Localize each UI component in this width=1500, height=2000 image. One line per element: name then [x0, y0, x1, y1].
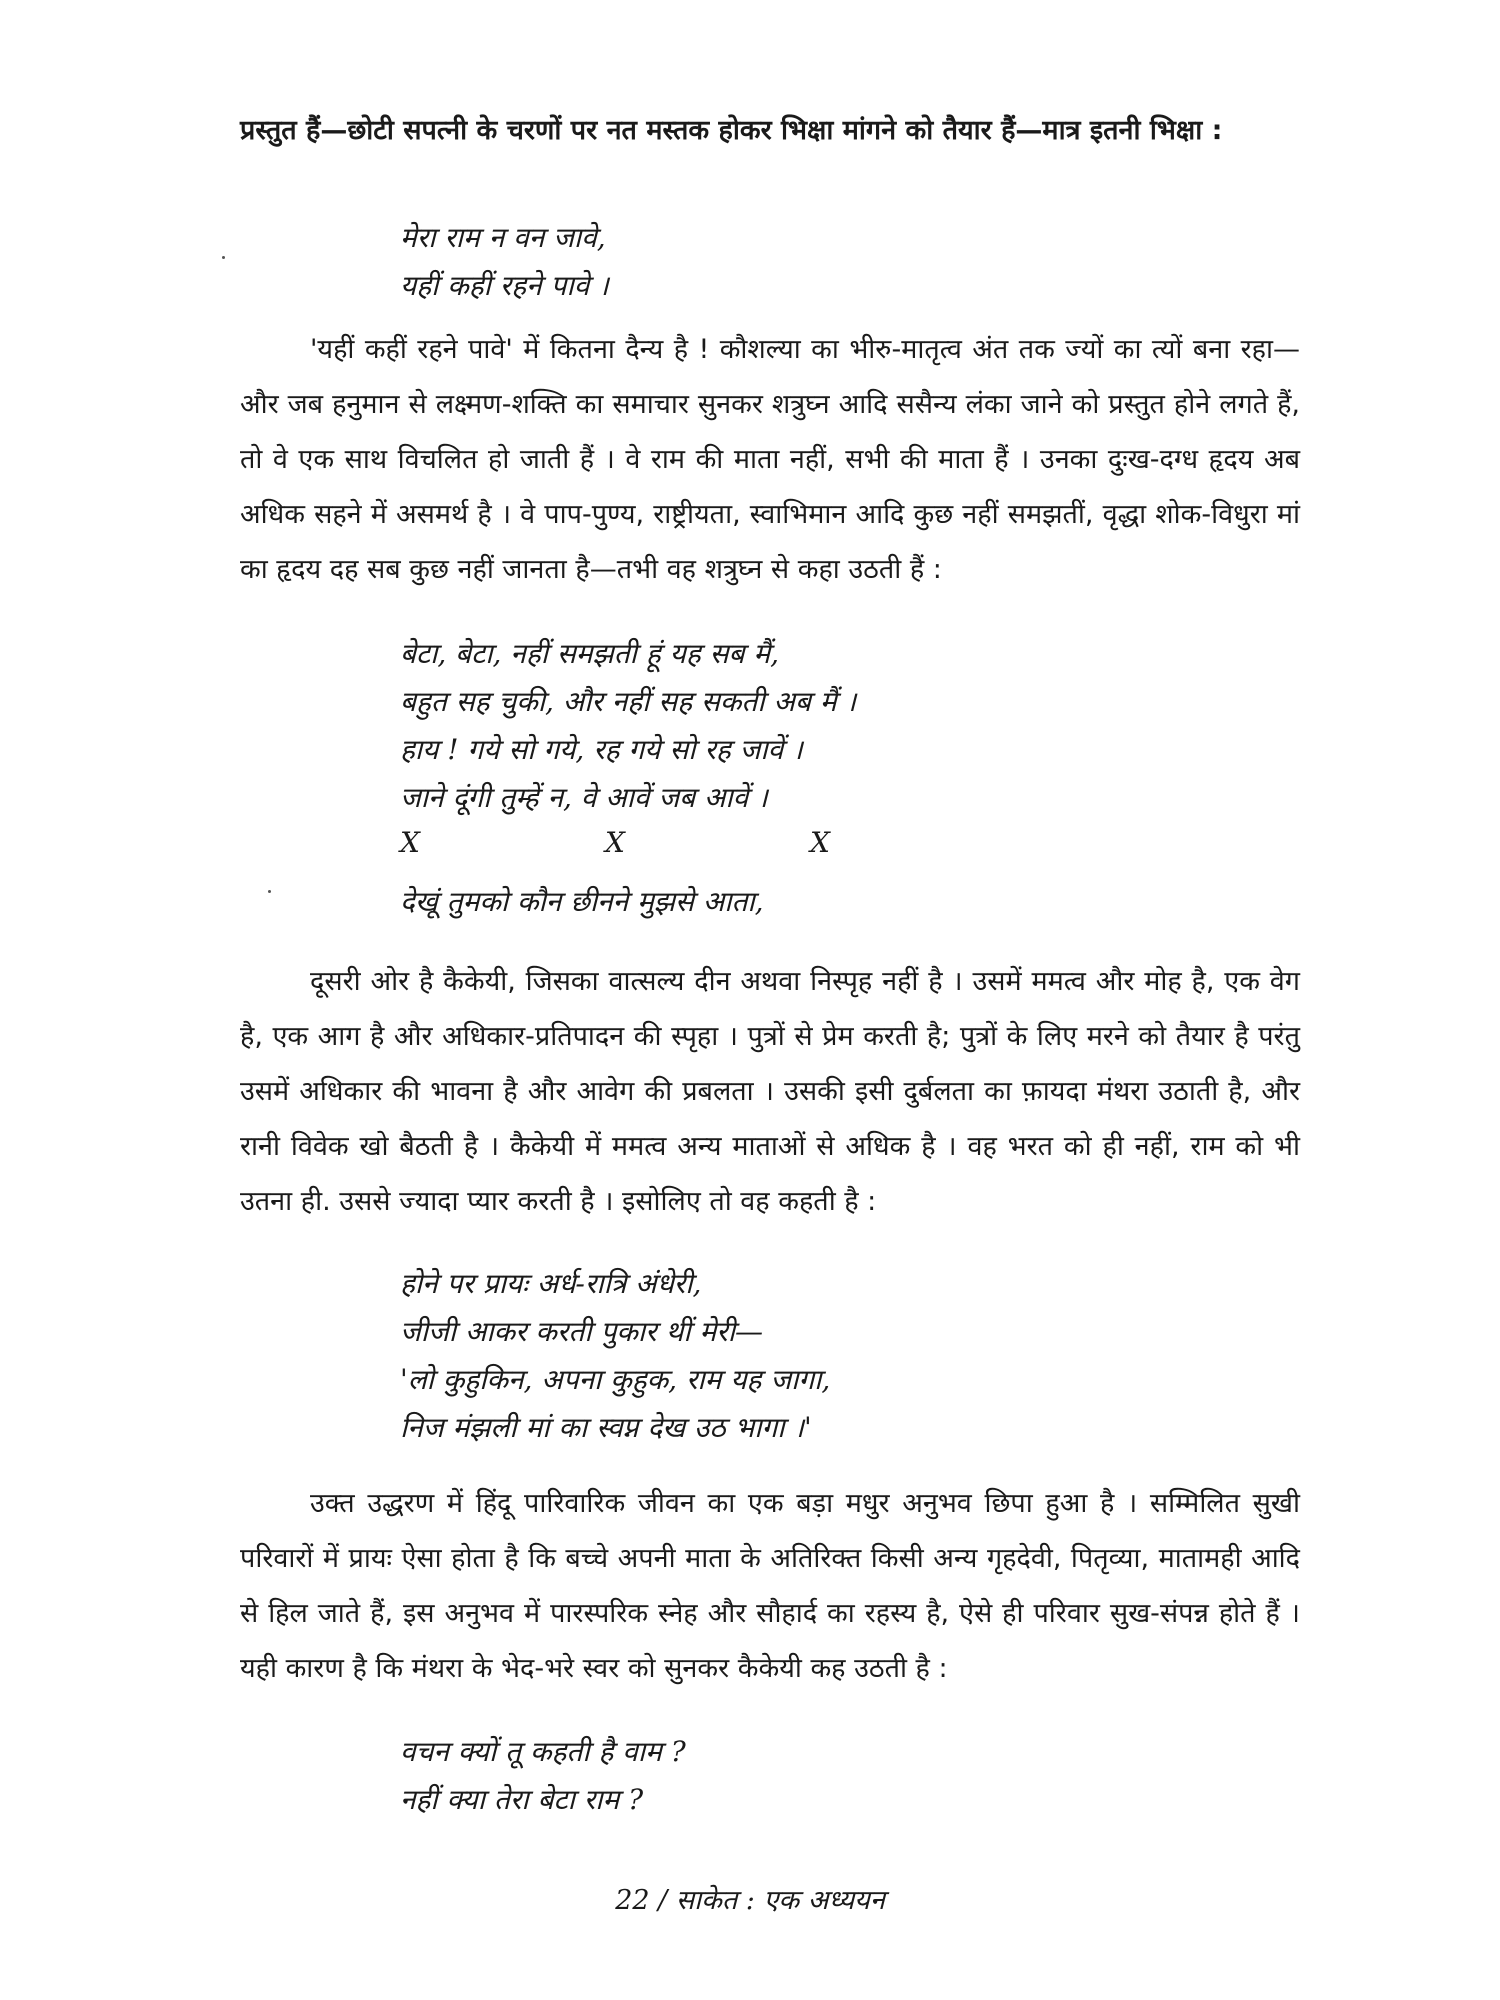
- paragraph-3: दूसरी ओर है कैकेयी, जिसका वात्सल्य दीन अथवा निस्पृह नहीं है । उसमें ममत्व और मोह है, एक वेग है, एक आग है और अधिकार-प्रतिपादन की स्पृहा । पुत्रों से प्रेम करती है; पुत्रों के लिए मरने को तैयार है परंतु उसमें अधिकार की भावना है और आवेग की प्रबलता । उसकी इसी दुर्बलता का फ़ायदा मंथरा उठाती है, और रानी विवेक खो बैठती है । कैकेयी में ममत्व अन्य माताओं से अधिक है । वह भरत को ही नहीं, राम को भी उतना ही. उससे ज्यादा प्यार करती है । इसोलिए तो वह कहती है :: [240, 966, 1300, 1217]
- verse-4: [400, 1728, 686, 1824]
- verse-line: जाने दूंगी तुम्हें न, वे आवें जब आवें ।: [400, 781, 768, 814]
- verse-line: जीजी आकर करती पुकार थीं मेरी—: [400, 1315, 764, 1348]
- verse-line: नहीं क्या तेरा बेटा राम ?: [400, 1783, 644, 1816]
- omission-mark: X: [605, 826, 625, 859]
- verse-3: [400, 1260, 830, 1452]
- verse-2: [400, 630, 856, 822]
- page-footer: [0, 1880, 1500, 1917]
- book-title: साकेत : एक अध्ययन: [675, 1885, 885, 1916]
- verse-1: [400, 214, 609, 310]
- verse-line: निज मंझली मां का स्वप्न देख उठ भागा ।': [400, 1411, 812, 1444]
- omission-marks: [400, 826, 860, 866]
- verse-line: हाय ! गये सो गये, रह गये सो रह जावें ।: [400, 733, 803, 766]
- scan-speck: [222, 256, 225, 259]
- verse-line: 'लो कुहुकिन, अपना कुहुक, राम यह जागा,: [400, 1363, 831, 1396]
- verse-line: यहीं कहीं रहने पावे ।: [400, 269, 609, 302]
- verse-line: बेटा, बेटा, नहीं समझती हूं यह सब मैं,: [400, 637, 780, 670]
- omission-mark: X: [810, 826, 830, 859]
- omission-mark: X: [400, 826, 420, 859]
- verse-line: बहुत सह चुकी, और नहीं सह सकती अब मैं ।: [400, 685, 857, 718]
- verse-line: देखूं तुमको कौन छीनने मुझसे आता,: [400, 885, 764, 918]
- verse-line: मेरा राम न वन जावे,: [400, 221, 606, 254]
- footer-separator: /: [658, 1885, 668, 1916]
- scan-speck: [268, 890, 271, 893]
- paragraph-1: प्रस्तुत हैं—छोटी सपत्नी के चरणों पर नत मस्तक होकर भिक्षा मांगने को तैयार हैं—मात्र इतनी भिक्षा :: [240, 115, 1223, 146]
- verse-line: वचन क्यों तू कहती है वाम ?: [400, 1735, 686, 1768]
- verse-2-continued: [400, 878, 764, 926]
- verse-line: होने पर प्रायः अर्ध-रात्रि अंधेरी,: [400, 1267, 702, 1300]
- paragraph-2: 'यहीं कहीं रहने पावे' में कितना दैन्य है ! कौशल्या का भीरु-मातृत्व अंत तक ज्यों का त्यों बना रहा—और जब हनुमान से लक्ष्मण-शक्ति का समाचार सुनकर शत्रुघ्न आदि ससैन्य लंका जाने को प्रस्तुत होने लगते हैं, तो वे एक साथ विचलित हो जाती हैं । वे राम की माता नहीं, सभी की माता हैं । उनका दुःख-दग्ध हृदय अब अधिक सहने में असमर्थ है । वे पाप-पुण्य, राष्ट्रीयता, स्वाभिमान आदि कुछ नहीं समझतीं, वृद्धा शोक-विधुरा मां का हृदय दह सब कुछ नहीं जानता है—तभी वह शत्रुघ्न से कहा उठती हैं :: [240, 334, 1300, 585]
- paragraph-4: उक्त उद्धरण में हिंदू पारिवारिक जीवन का एक बड़ा मधुर अनुभव छिपा हुआ है । सम्मिलित सुखी परिवारों में प्रायः ऐसा होता है कि बच्चे अपनी माता के अतिरिक्त किसी अन्य गृहदेवी, पितृव्या, मातामही आदि से हिल जाते हैं, इस अनुभव में पारस्परिक स्नेह और सौहार्द का रहस्य है, ऐसे ही परिवार सुख-संपन्न होते हैं । यही कारण है कि मंथरा के भेद-भरे स्वर को सुनकर कैकेयी कह उठती है :: [240, 1488, 1300, 1684]
- page-number: 22: [615, 1885, 650, 1916]
